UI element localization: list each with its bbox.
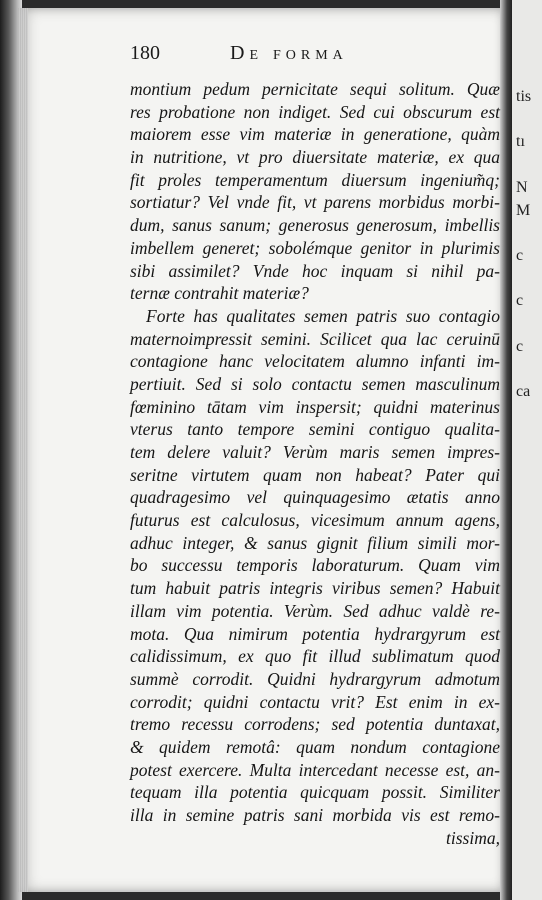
running-head-title: De forma	[230, 42, 348, 64]
facing-page-fragment: M	[516, 201, 531, 219]
text-line: illam vim potentia. Verùm. Sed adhuc valdè re-	[130, 600, 500, 621]
text-line: fœminino tātam vim inspersit; quidni materinus	[130, 396, 500, 417]
text-line: quadragesimo vel quinquagesimo ætatis anno	[130, 487, 500, 508]
text-line: vterus tanto tempore semini contiguo qualita-	[130, 419, 500, 440]
facing-page-fragment: N	[516, 178, 528, 196]
text-line: potest exercere. Multa intercedant necesse est, an-	[130, 759, 500, 780]
text-line: imbellem generet; sobolémque genitor in plurimis	[130, 237, 500, 258]
facing-page-fragment: c	[516, 246, 524, 264]
text-line: summè corrodit. Quidni hydrargyrum admotum	[130, 668, 500, 689]
text-line: tum habuit patris integris viribus semen? Habuit	[130, 578, 500, 599]
text-line: maiorem esse vim materiæ in generatione, quàm	[130, 124, 500, 145]
text-line: tequam illa potentia quicquam possit. Similiter	[130, 782, 500, 803]
text-line: sortiatur? Vel vnde fit, vt parens morbidus morbi-	[130, 192, 500, 213]
text-line: illa in semine patris sani morbida vis est remo-	[130, 805, 500, 825]
text-line: pertiuit. Sed si solo contactu semen masculinum	[130, 373, 500, 394]
text-line: tissima,	[446, 827, 500, 848]
text-line: seritne virtutem quam non habeat? Pater qui	[130, 464, 500, 485]
facing-page-fragment: c	[516, 337, 524, 355]
text-line: dum, sanus sanum; generosus generosum, imbellis	[130, 215, 500, 236]
text-line: & quidem remotâ: quam nondum contagione	[130, 736, 500, 757]
facing-page-fragment: c	[516, 292, 524, 310]
facing-page-fragment: ca	[516, 383, 531, 401]
text-line: ternæ contrahit materiæ?	[130, 283, 309, 304]
page-stack-edge	[18, 8, 28, 892]
text-line: mota. Qua nimirum potentia hydrargyrum est	[130, 623, 500, 644]
text-line: calidissimum, ex quo fit illud sublimatum quod	[130, 646, 500, 667]
running-head	[130, 42, 490, 68]
text-line: sibi assimilet? Vnde hoc inquam si nihil pa-	[130, 260, 500, 281]
text-line: in nutritione, vt pro diuersitate materiæ, ex qua	[130, 147, 500, 168]
text-line: bo successu temporis laboraturum. Quam vim	[130, 555, 500, 576]
facing-page	[512, 0, 542, 900]
text-line: futurus est calculosus, vicesimum annum agens,	[130, 510, 500, 531]
text-line: tem delere valuit? Verùm maris semen impres-	[130, 442, 500, 462]
text-line: res probatione non indiget. Sed cui obscurum est	[130, 101, 500, 122]
text-line: corrodit; quidni contactu vrit? Est enim in ex-	[130, 691, 500, 712]
text-line: fit proles temperamentum diuersum ingenium̃q;	[130, 169, 500, 190]
text-line: montium pedum pernicitate sequi solitum. Quæ	[130, 79, 500, 99]
text-line: Forte has qualitates semen patris suo contagio	[146, 305, 500, 326]
text-line: contagione hanc velocitatem alumno infanti im-	[130, 351, 500, 372]
body-text	[130, 78, 500, 849]
text-line: tremo recessu corrodens; sed potentia duntaxat,	[130, 714, 500, 735]
facing-page-fragment: tı	[516, 133, 525, 151]
text-line: adhuc integer, & sanus gignit filium simili mor-	[130, 532, 500, 553]
page-number: 180	[130, 42, 160, 64]
facing-page-fragment: tis	[516, 88, 532, 105]
text-line: maternoimpressit semini. Scilicet qua lac ceruinū	[130, 328, 500, 349]
